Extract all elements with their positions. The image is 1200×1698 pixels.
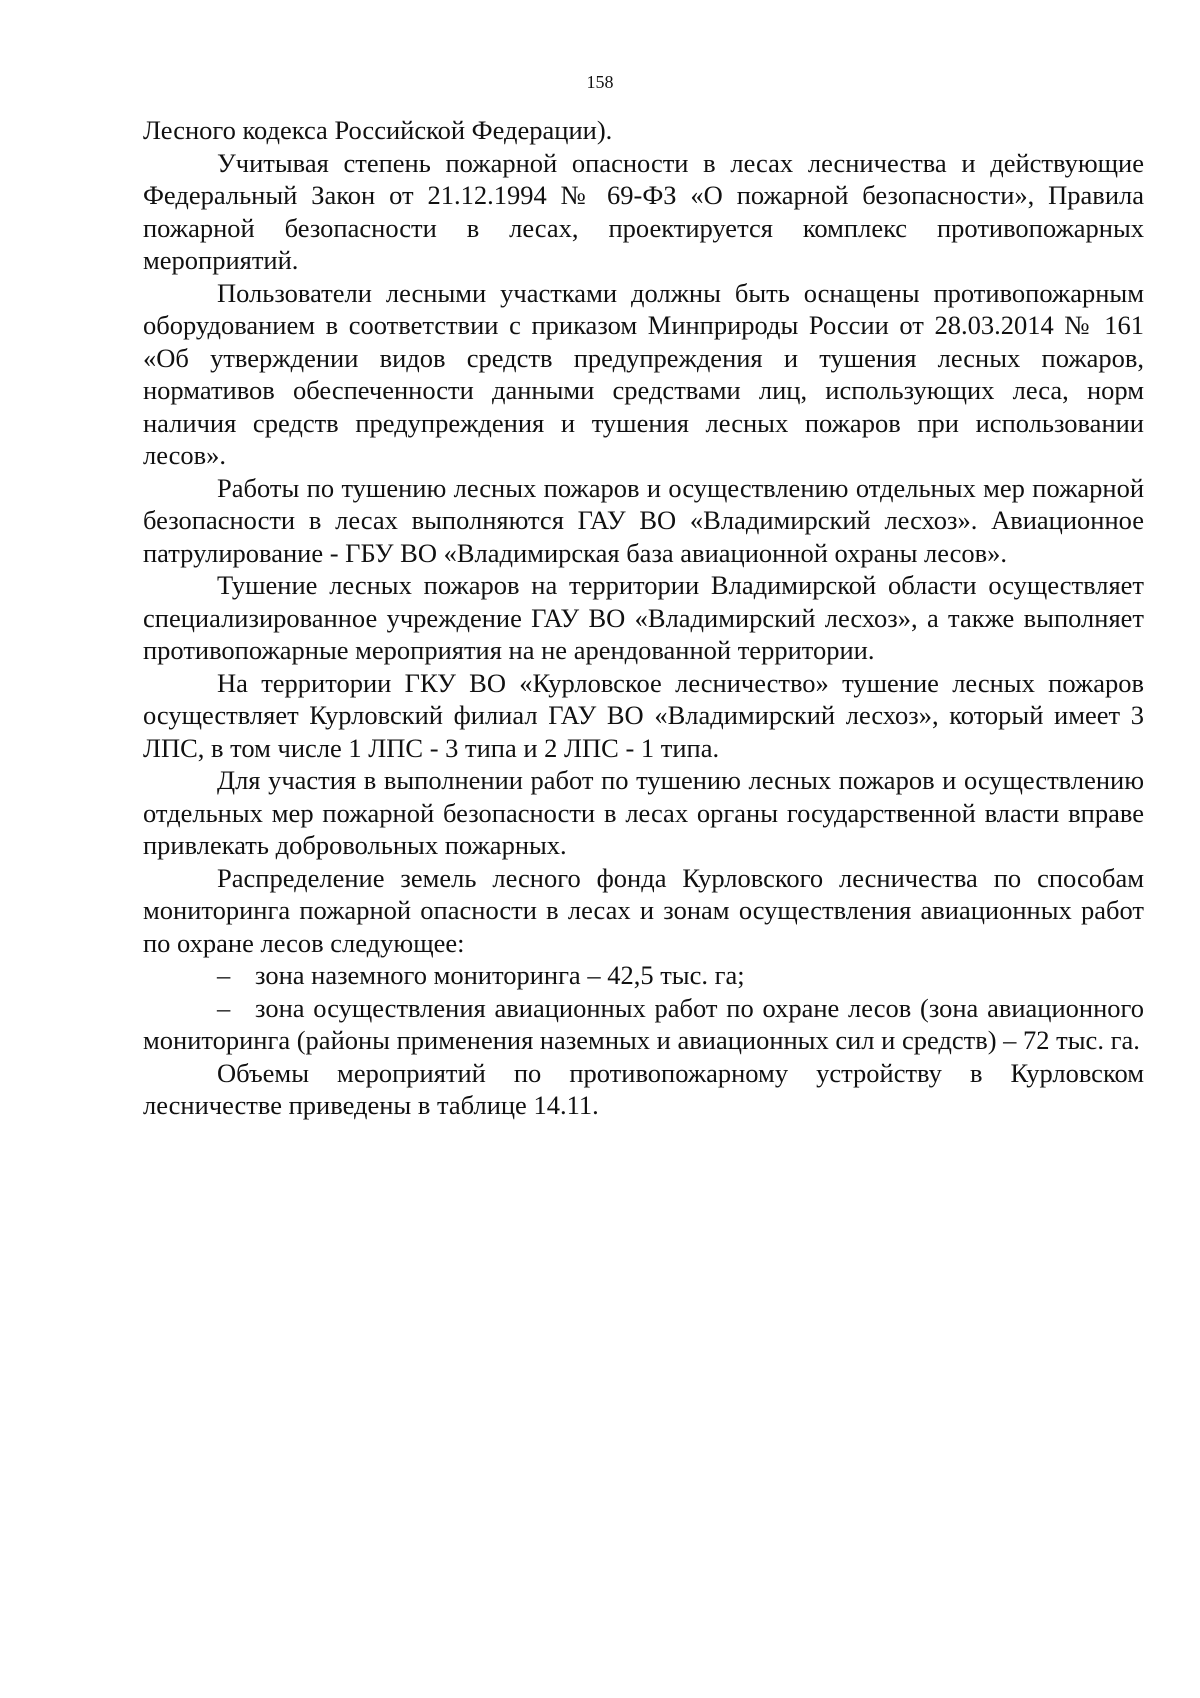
list-item-text: зона наземного мониторинга – 42,5 тыс. га;: [255, 960, 745, 990]
paragraph-volunteers: Для участия в выполнении работ по тушению лесных пожаров и осуществлению отдельных мер пожарной безопасности в лесах органы государственной власти вправе привлекать добровольных пожарных.: [143, 765, 1144, 860]
page-number: 158: [586, 72, 614, 92]
paragraph-land-distribution: Распределение земель лесного фонда Курловского лесничества по способам мониторинга пожарной опасности в лесах и зонам осуществления авиационных работ по охране лесов следующее:: [143, 862, 1144, 958]
list-item: [143, 959, 1144, 992]
paragraph-fire-fighting-works: Работы по тушению лесных пожаров и осуществлению отдельных мер пожарной безопасности в лесах выполняются ГАУ ВО «Владимирский лесхоз». Авиационное патрулирование - ГБУ ВО «Владимирская база авиационной охраны лесов».: [143, 472, 1144, 568]
document-body: [143, 114, 1144, 1122]
paragraph-table-reference: Объемы мероприятий по противопожарному устройству в Курловском лесничестве приведены в таблице 14.11.: [143, 1057, 1144, 1120]
list-item: [143, 992, 1144, 1057]
paragraph-regional-fire-fighting: Тушение лесных пожаров на территории Владимирской области осуществляет специализированное учреждение ГАУ ВО «Владимирский лесхоз», а также выполняет противопожарные мероприятия на не арендованной территории.: [143, 570, 1144, 665]
paragraph-equipment-requirements: Пользователи лесными участками должны быть оснащены противопожарным оборудованием в соответствии с приказом Минприроды России от 28.03.2014 № 161 «Об утверждении видов средств предупреждения и тушения лесных пожаров, нормативов обеспеченности данными средствами лиц, использующих леса, норм наличия средств предупреждения и тушения лесных пожаров при использовании лесов».: [143, 277, 1144, 470]
list-item-text: зона осуществления авиационных работ по охране лесов (зона авиационного мониторинга (районы применения наземных и авиационных сил и средств) – 72 тыс. га.: [143, 992, 1144, 1055]
list-marker: –: [217, 960, 231, 990]
list-marker: –: [217, 992, 231, 1023]
paragraph-fire-safety-measures: Учитывая степень пожарной опасности в лесах лесничества и действующие Федеральный Закон от 21.12.1994 № 69-ФЗ «О пожарной безопасности», Правила пожарной безопасности в лесах, проектируется комплекс противопожарных мероприятий.: [143, 147, 1144, 275]
paragraph-kurlovo-forestry: На территории ГКУ ВО «Курловское лесничество» тушение лесных пожаров осуществляет Курловский филиал ГАУ ВО «Владимирский лесхоз», который имеет 3 ЛПС, в том числе 1 ЛПС - 3 типа и 2 ЛПС - 1 типа.: [143, 667, 1144, 763]
paragraph-continuation: Лесного кодекса Российской Федерации).: [143, 115, 613, 145]
